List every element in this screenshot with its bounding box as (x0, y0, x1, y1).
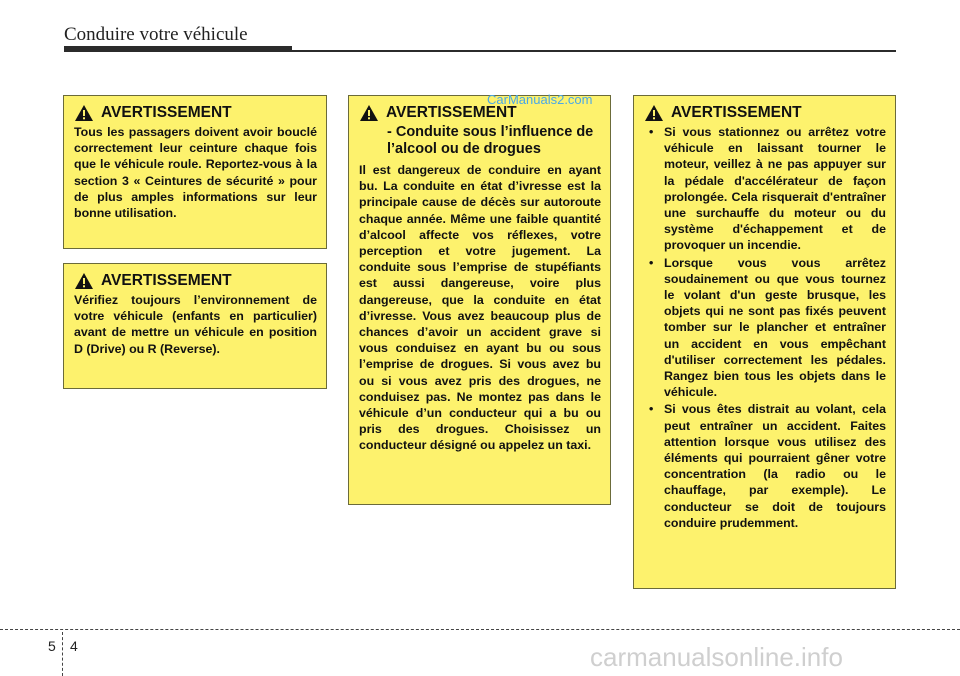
header-rule-thick (64, 46, 292, 52)
list-item: • Si vous stationnez ou arrêtez votre véhicule en laissant tourner le moteur, veillez à ne pas appuyer sur la pédale d'accélérateur de façon prolongée. Cela risquerait d'entraîner une surchauffe du moteur ou du système d'échappement et de provoquer un incendie. (644, 124, 886, 254)
warning-triangle-icon (644, 104, 664, 122)
page-header-title: Conduire votre véhicule (64, 24, 248, 45)
warning-title: AVERTISSEMENT (359, 104, 601, 122)
warning-body: Il est dangereux de conduire en ayant bu. La conduite en état d’ivresse est la principale cause de décès sur autoroute chaque année. Même une faible quantité d’alcool affecte vos réflexes, votre perception et votre jugement. La conduite sous l’emprise de stupéfiants est aussi dangereuse, voire plus dangereuse, que la conduite en état d’ivresse. Vous avez beaucoup plus de chances d’avoir un accident grave si vous conduisez en ayant bu ou sous l’emprise de drogues. Si vous avez bu ou si vous avez pris des drogues, ne conduisez pas. Ne montez pas dans le véhicule d’un conducteur qui a bu ou pris des drogues. Choisissez un conducteur désigné ou appelez un taxi. (359, 163, 601, 453)
warning-box-alcohol (348, 95, 611, 505)
header-rule-thin (292, 50, 896, 52)
warning-title: AVERTISSEMENT (74, 272, 317, 290)
warning-title: AVERTISSEMENT (74, 104, 317, 122)
warning-triangle-icon (74, 104, 94, 122)
warning-bullet-list (644, 124, 886, 531)
watermark-link[interactable]: CarManuals2.com (487, 92, 593, 107)
footer-divider (0, 629, 960, 630)
warning-box-surroundings (63, 263, 327, 389)
warning-body: Tous les passagers doivent avoir bouclé correctement leur ceinture chaque fois que le véhicule roule. Reportez-vous à la section 3 « Ceintures de sécurité » pour de plus amples informations sur leur bonne utilisation. (74, 125, 317, 221)
list-item: • Si vous êtes distrait au volant, cela peut entraîner un accident. Faites attention lorsque vous utilisez des éléments qui pourraient gêner votre concentration (la radio ou le chauffage, par exemple). Le conducteur se doit de toujours conduire prudemment. (644, 401, 886, 531)
warning-body: Vérifiez toujours l’environnement de votre véhicule (enfants en particulier) avant de mettre un véhicule en position D (Drive) ou R (Reverse). (74, 293, 317, 356)
warning-triangle-icon (74, 272, 94, 290)
page-number: 4 (70, 638, 78, 654)
list-item: • Lorsque vous vous arrêtez soudainement ou que vous tournez le volant d'un geste brusque, les objets qui ne sont pas fixés peuvent tomber sur le plancher et entraîner un accident en vous empêchant d'utiliser correctement les pédales. Rangez bien tous les objets dans le véhicule. (644, 255, 886, 401)
warning-triangle-icon (359, 104, 379, 122)
section-number: 5 (48, 638, 56, 654)
warning-subtitle: - Conduite sous l’influence de l’alcool ou de drogues (387, 124, 594, 157)
warning-title: AVERTISSEMENT (644, 104, 886, 122)
footer-page-divider (62, 632, 63, 676)
warning-box-seatbelt (63, 95, 327, 249)
warning-box-parking (633, 95, 896, 589)
footer-site-watermark[interactable]: carmanualsonline.info (590, 642, 843, 672)
